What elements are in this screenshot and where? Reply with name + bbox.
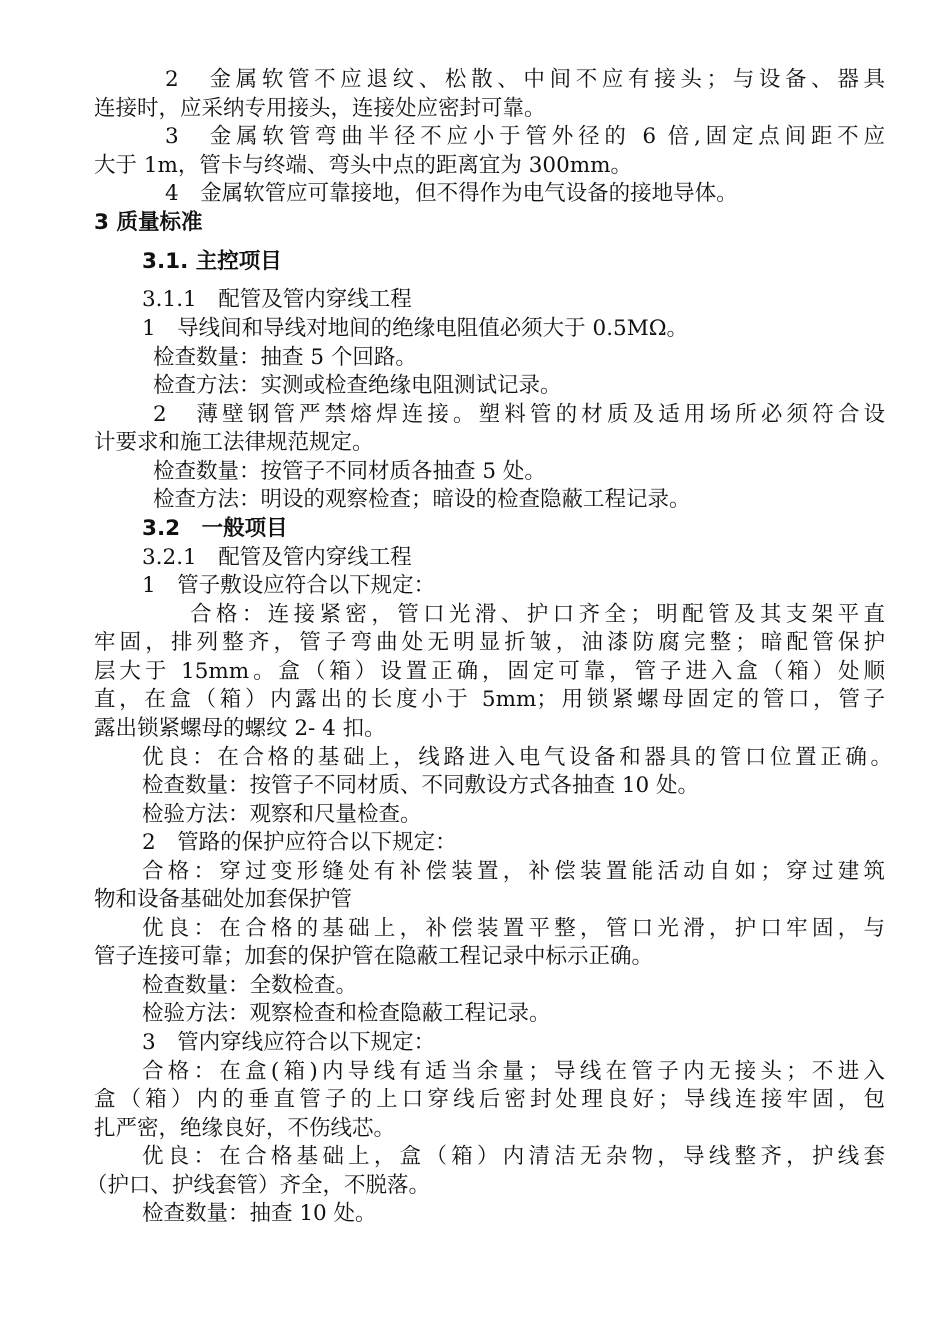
- general-item-1-qualified-line-3: 层大于 15mm。盒（箱）设置正确，固定可靠，管子进入盒（箱）处顺: [94, 659, 885, 684]
- general-item-1-qualified-line-5: 露出锁紧螺母的螺纹 2- 4 扣。: [94, 716, 386, 741]
- general-item-1-qualified-line-2: 牢固，排列整齐，管子弯曲处无明显折皱，油漆防腐完整；暗配管保护: [94, 630, 885, 655]
- general-item-1-excellent: 优良：在合格的基础上，线路进入电气设备和器具的管口位置正确。: [142, 745, 892, 770]
- check-method-2: 检查方法：明设的观察检查；暗设的检查隐蔽工程记录。: [153, 487, 691, 512]
- clause-2-line-1: 2 金属软管不应退纹、松散、中间不应有接头；与设备、器具: [165, 67, 885, 92]
- general-item-3-excellent-line-1: 优良：在合格基础上，盒（箱）内清洁无杂物，导线整齐，护线套: [142, 1144, 885, 1169]
- general-item-1-check-quantity: 检查数量：按管子不同材质、不同敷设方式各抽查 10 处。: [142, 773, 700, 798]
- check-quantity-1: 检查数量：抽查 5 个回路。: [153, 345, 417, 370]
- item-1-insulation: 1 导线间和导线对地间的绝缘电阻值必须大于 0.5MΩ。: [142, 316, 689, 341]
- subsubsection-heading-3-1-1: 3.1.1 配管及管内穿线工程: [142, 287, 412, 312]
- general-item-2-title: 2 管路的保护应符合以下规定：: [142, 830, 457, 855]
- general-item-2-qualified-line-2: 物和设备基础处加套保护管: [94, 887, 353, 912]
- general-item-1-inspection-method: 检验方法：观察和尺量检查。: [142, 802, 422, 827]
- general-item-2-check-quantity: 检查数量：全数检查。: [142, 973, 358, 998]
- general-item-3-qualified-line-2: 盒（箱）内的垂直管子的上口穿线后密封处理良好；导线连接牢固，包: [94, 1087, 885, 1112]
- clause-2-line-2: 连接时，应采纳专用接头，连接处应密封可靠。: [94, 96, 546, 121]
- section-heading-quality-standard: 3 质量标准: [94, 210, 203, 235]
- general-item-2-qualified-line-1: 合格：穿过变形缝处有补偿装置，补偿装置能活动自如；穿过建筑: [142, 859, 885, 884]
- item-2-line-2: 计要求和施工法律规范规定。: [94, 430, 374, 455]
- clause-3-line-1: 3 金属软管弯曲半径不应小于管外径的 6 倍,固定点间距不应: [165, 124, 885, 149]
- general-item-3-qualified-line-1: 合格：在盒(箱)内导线有适当余量；导线在管子内无接头；不进入: [142, 1059, 885, 1084]
- general-item-1-qualified-line-1: 合格：连接紧密，管口光滑、护口齐全；明配管及其支架平直: [190, 602, 885, 627]
- general-item-3-title: 3 管内穿线应符合以下规定：: [142, 1030, 436, 1055]
- item-2-line-1: 2 薄壁钢管严禁熔焊连接。塑料管的材质及适用场所必须符合设: [153, 402, 885, 427]
- general-item-3-excellent-line-2: （护口、护线套管）齐全，不脱落。: [86, 1173, 431, 1198]
- general-item-3-check-quantity: 检查数量：抽查 10 处。: [142, 1201, 377, 1226]
- clause-3-line-2: 大于 1m，管卡与终端、弯头中点的距离宜为 300mm。: [94, 153, 633, 178]
- check-quantity-2: 检查数量：按管子不同材质各抽查 5 处。: [153, 459, 546, 484]
- general-item-2-inspection-method: 检验方法：观察检查和检查隐蔽工程记录。: [142, 1001, 551, 1026]
- subsection-heading-main-control: 3.1. 主控项目: [142, 249, 282, 274]
- subsection-heading-general-items: 3.2 一般项目: [142, 516, 288, 541]
- general-item-1-qualified-line-4: 直，在盒（箱）内露出的长度小于 5mm；用锁紧螺母固定的管口，管子: [94, 687, 885, 712]
- general-item-1-title: 1 管子敷设应符合以下规定：: [142, 573, 436, 598]
- clause-4-line: 4 金属软管应可靠接地，但不得作为电气设备的接地导体。: [165, 181, 738, 206]
- check-method-1: 检查方法：实测或检查绝缘电阻测试记录。: [153, 373, 562, 398]
- general-item-2-excellent-line-1: 优良：在合格的基础上，补偿装置平整，管口光滑，护口牢固，与: [142, 916, 885, 941]
- subsubsection-heading-3-2-1: 3.2.1 配管及管内穿线工程: [142, 545, 412, 570]
- general-item-2-excellent-line-2: 管子连接可靠；加套的保护管在隐蔽工程记录中标示正确。: [94, 944, 654, 969]
- general-item-3-qualified-line-3: 扎严密，绝缘良好，不伤线芯。: [94, 1116, 396, 1141]
